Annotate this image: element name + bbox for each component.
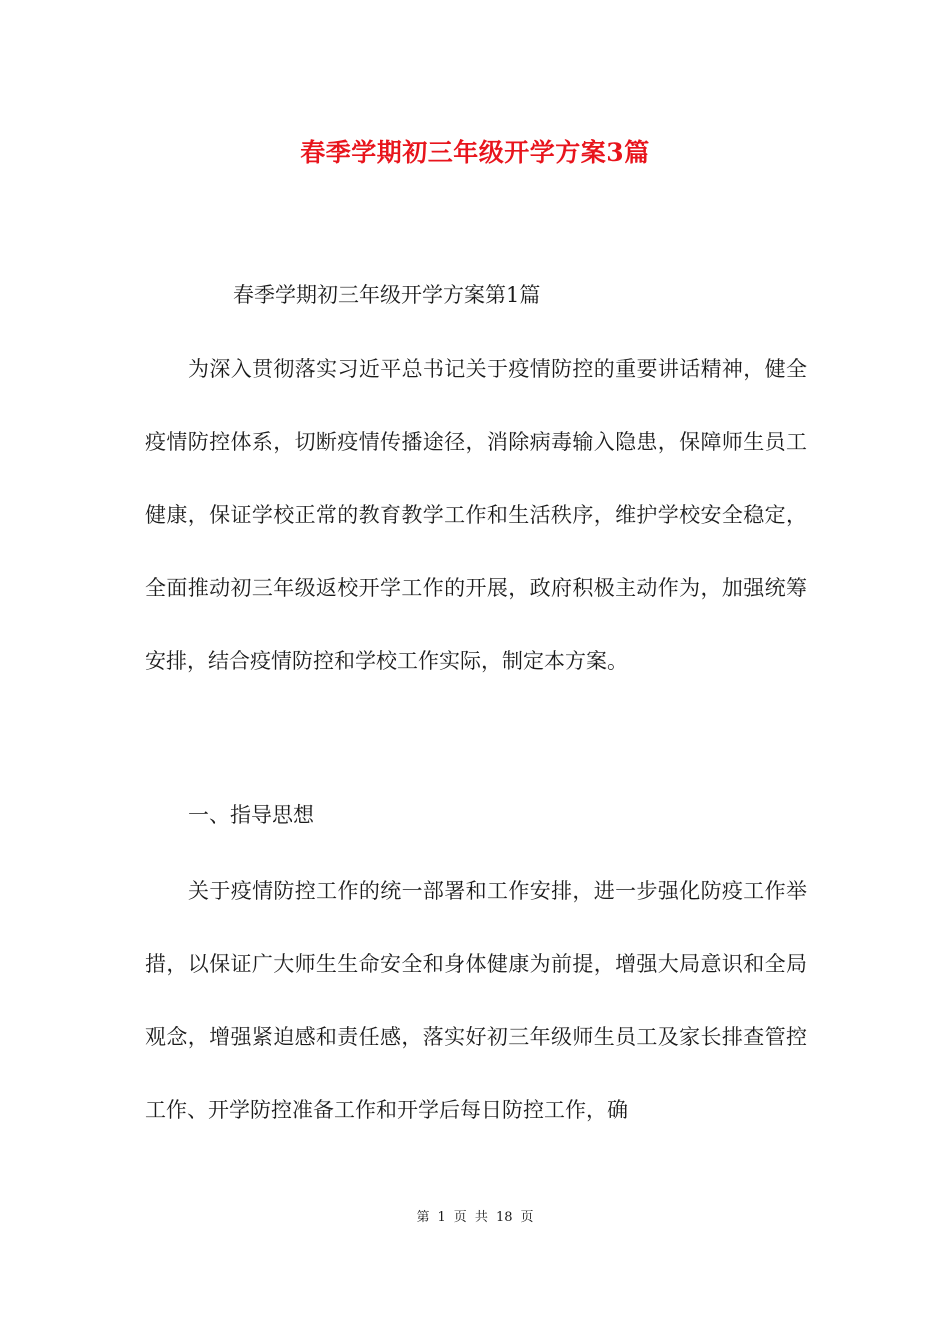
paragraph-intro: 为深入贯彻落实习近平总书记关于疫情防控的重要讲话精神，健全疫情防控体系，切断疫情传播途径，消除病毒输入隐患，保障师生员工健康，保证学校正常的教育教学工作和生活秩序，维护学校安全稳定，全面推动初三年级返校开学工作的开展，政府积极主动作为，加强统筹安排，结合疫情防控和学校工作实际，制定本方案。 [145,357,807,673]
footer-mid: 页 共 [453,1210,488,1225]
footer-total-pages: 18 [495,1210,513,1225]
section-title: 春季学期初三年级开学方案第1篇 [233,283,541,307]
page-footer [0,1208,950,1228]
footer-current-page: 1 [437,1210,446,1225]
section-heading-guiding-ideology: 一、指导思想 [188,803,314,827]
footer-prefix: 第 [416,1210,430,1225]
footer-suffix: 页 [520,1210,534,1225]
document-title: 春季学期初三年级开学方案3篇 [300,138,650,167]
paragraph-guiding-ideology: 关于疫情防控工作的统一部署和工作安排，进一步强化防疫工作举措，以保证广大师生生命安全和身体健康为前提，增强大局意识和全局观念，增强紧迫感和责任感，落实好初三年级师生员工及家长排查管控工作、开学防控准备工作和开学后每日防控工作，确 [145,879,807,1122]
